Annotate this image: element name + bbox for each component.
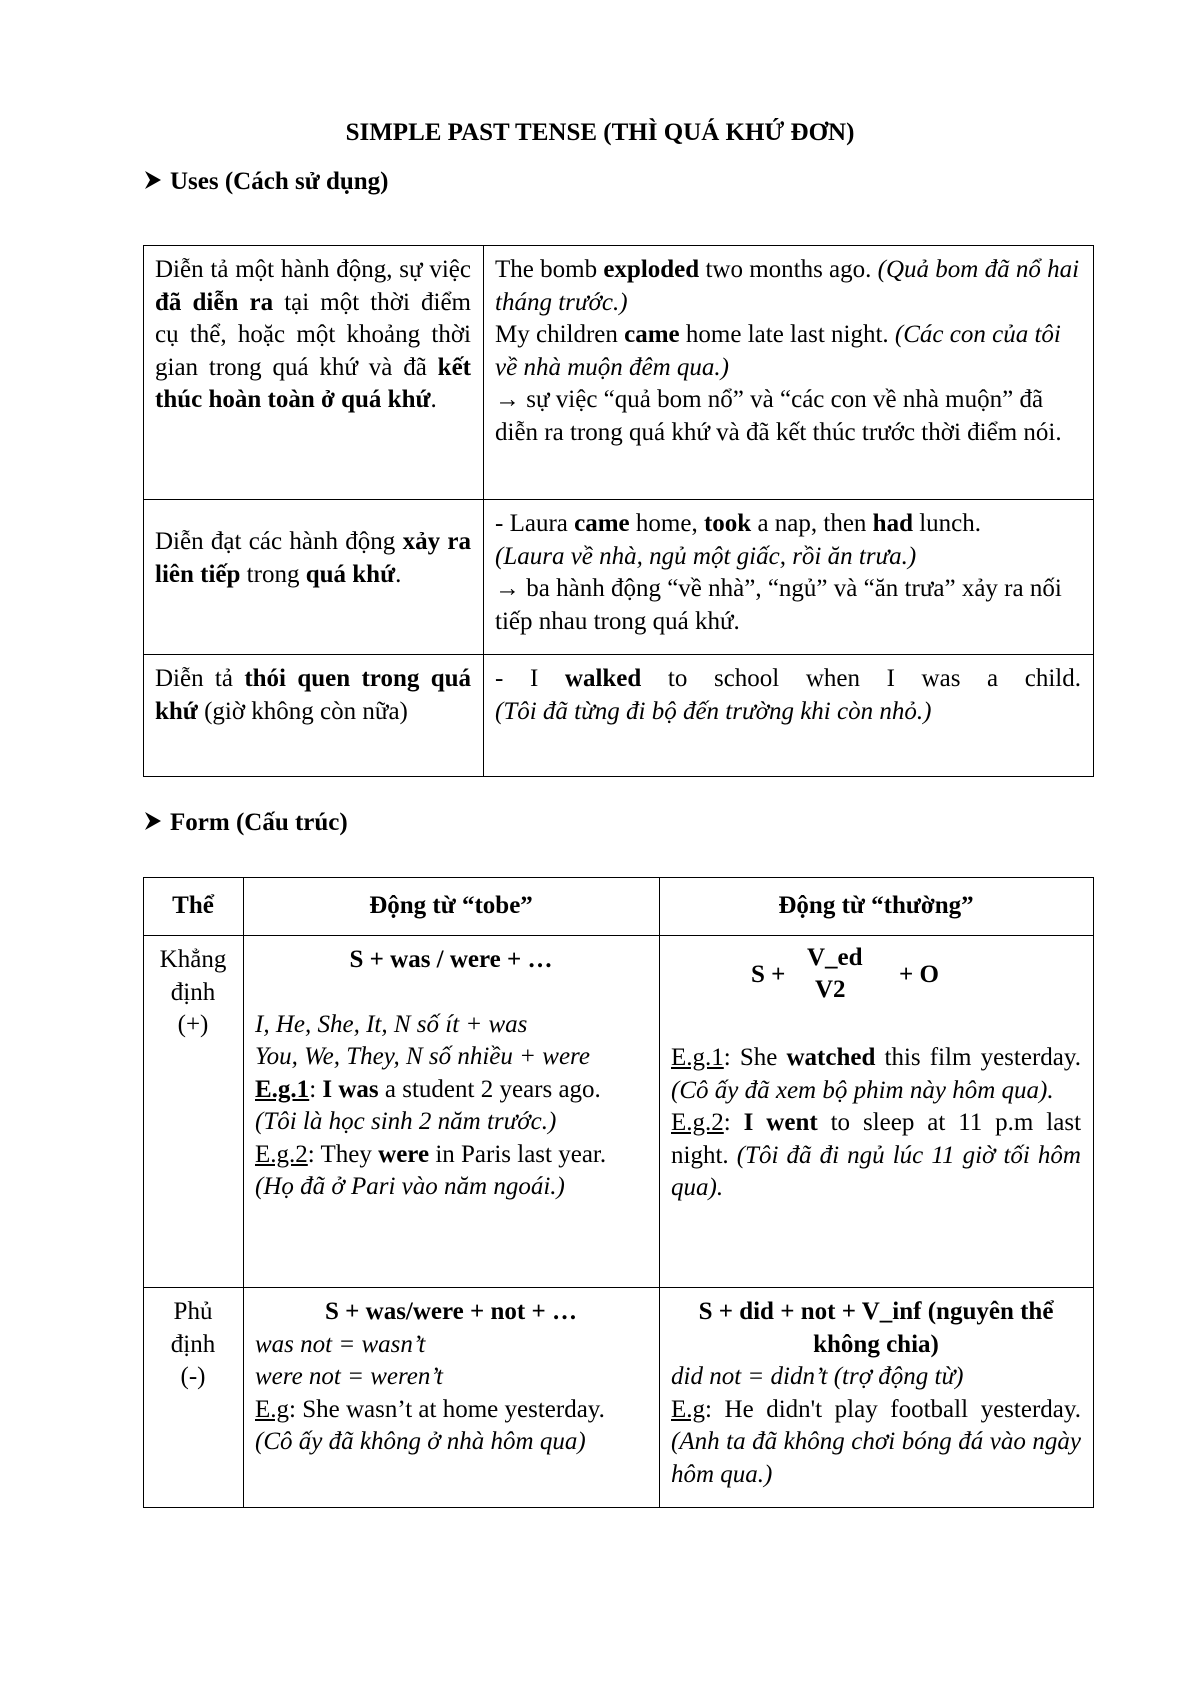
tobe-negative-cell: S + was/were + not + … was not = wasn’t were not = weren’t E.g: She wasn’t at home yesterday. (Cô ấy đã không ở nhà hôm qua) — [244, 1288, 660, 1508]
use-example: The bomb exploded two months ago. (Quả bom đã nổ hai tháng trước.) My children came home late last night. (Các con của tôi về nhà muộn đêm qua.) → sự việc “quả bom nổ” và “các con về nhà muộn” đã diễn ra trong quá khứ và đã kết thúc trước thời điểm nói. — [484, 246, 1094, 500]
form-table — [143, 877, 1094, 1508]
table-row — [144, 655, 1094, 777]
column-header: Thể — [144, 878, 244, 936]
table-row — [144, 246, 1094, 500]
table-header-row — [144, 878, 1094, 936]
formula: S + did + not + V_inf (nguyên thể không chia) — [698, 1298, 1054, 1358]
tobe-affirmative-cell: S + was / were + … I, He, She, It, N số ít + was You, We, They, N số nhiều + were E.g.1: I was a student 2 years ago. (Tôi là học sinh 2 năm trước.) E.g.2: They were in Paris last year. (Họ đã ở Pari vào năm ngoái.) — [244, 936, 660, 1288]
table-row — [144, 500, 1094, 655]
ordinary-negative-cell: S + did + not + V_inf (nguyên thể không chia) did not = didn’t (trợ động từ) E.g: He didn't play football yesterday. (Anh ta đã không chơi bóng đá vào ngày hôm qua.) — [660, 1288, 1094, 1508]
use-example: - I walked to school when I was a child. (Tôi đã từng đi bộ đến trường khi còn nhỏ.) — [484, 655, 1094, 777]
form-type-label: Khẳng định (+) — [144, 936, 244, 1288]
arrow-bullet-icon — [143, 166, 170, 198]
formula: S + was / were + … — [349, 946, 553, 973]
uses-heading — [143, 166, 389, 198]
column-header: Động từ “tobe” — [244, 878, 660, 936]
use-description: Diễn đạt các hành động xảy ra liên tiếp trong quá khứ. — [144, 500, 484, 655]
use-example: - Laura came home, took a nap, then had lunch. (Laura về nhà, ngủ một giấc, rồi ăn trưa.) → ba hành động “về nhà”, “ngủ” và “ăn trưa” xảy ra nối tiếp nhau trong quá khứ. — [484, 500, 1094, 655]
form-heading-text: Form (Cấu trúc) — [170, 809, 348, 836]
ordinary-affirmative-cell: S + V_ed V2 + O E.g.1: She watched this film yesterday. (Cô ấy đã xem bộ phim này hôm qua). E.g.2: I went to sleep at 11 p.m last night. (Tôi đã đi ngủ lúc 11 giờ tối hôm qua). — [660, 936, 1094, 1288]
formula: S + V_ed V2 + O — [751, 944, 939, 1003]
form-type-label: Phủ định (-) — [144, 1288, 244, 1508]
table-row — [144, 1288, 1094, 1508]
use-description: Diễn tả một hành động, sự việc đã diễn ra tại một thời điểm cụ thể, hoặc một khoảng thời gian trong quá khứ và đã kết thúc hoàn toàn ở quá khứ. — [144, 246, 484, 500]
table-row — [144, 936, 1094, 1288]
arrow-bullet-icon — [143, 807, 170, 839]
uses-table — [143, 245, 1094, 777]
formula: S + was/were + not + … — [325, 1298, 577, 1325]
page-title: SIMPLE PAST TENSE (THÌ QUÁ KHỨ ĐƠN) — [345, 119, 855, 146]
column-header: Động từ “thường” — [660, 878, 1094, 936]
uses-heading-text: Uses (Cách sử dụng) — [170, 168, 389, 195]
form-heading — [143, 807, 348, 839]
use-description: Diễn tả thói quen trong quá khứ (giờ không còn nữa) — [144, 655, 484, 777]
